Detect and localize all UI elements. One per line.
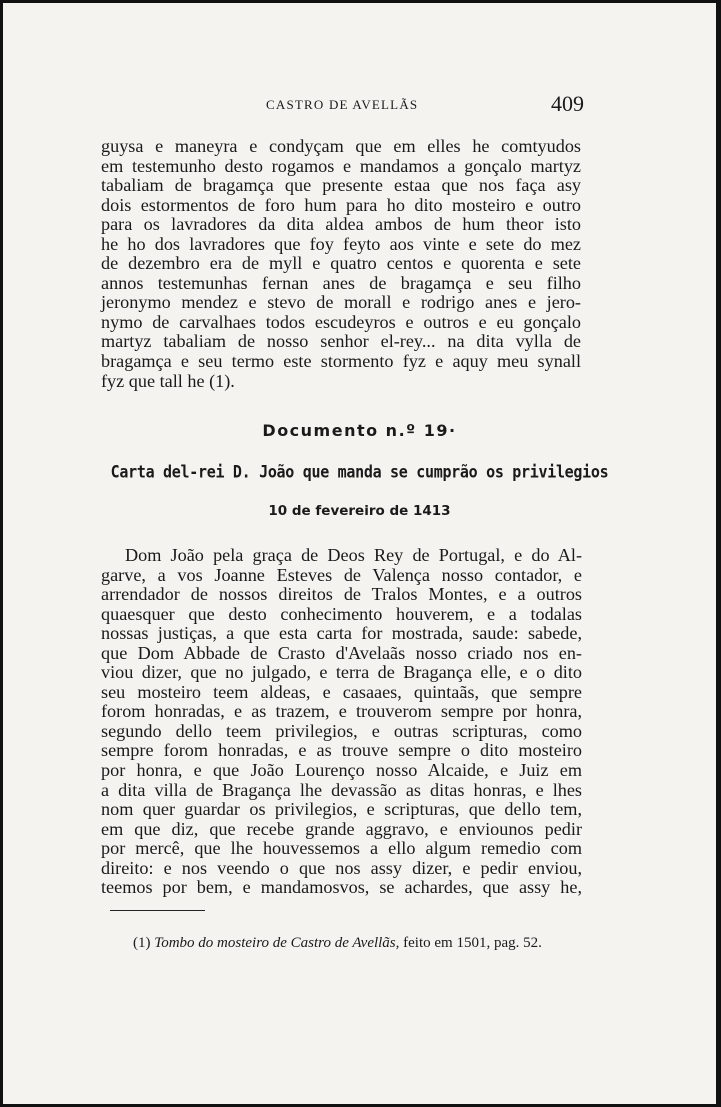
- text-line: viou dizer, que no julgado, e terra de Bragança elle, e o dito: [101, 662, 582, 683]
- text-line: he ho dos lavradores que foy feyto aos vinte e sete do mez: [101, 233, 581, 254]
- text-line: sempre forom honradas, e as trouve sempre o dito mosteiro: [101, 740, 582, 761]
- text-line: guysa e maneyra e condyçam que em elles he comtyudos: [101, 136, 581, 156]
- text-line: que Dom Abbade de Crasto d'Avelaãs nosso criado nos en-: [101, 642, 582, 663]
- text-line: nymo de carvalhaes todos escudeyros e outros e eu gonçalo: [101, 311, 581, 332]
- footnote-rest: feito em 1501, pag. 52.: [399, 935, 542, 951]
- text-line: teemos por bem, e mandamosvos, se achardes, que assy he,: [101, 877, 582, 898]
- footnote: [133, 935, 542, 952]
- text-line: garve, a vos Joanne Esteves de Valença nosso contador, e: [101, 564, 582, 585]
- text-line: annos testemunhas fernan anes de bragamça e seu filho: [101, 272, 581, 293]
- text-line: forom honradas, e as trazem, e trouverom sempre por honra,: [101, 701, 582, 722]
- document-title: Carta del-rei D. João que manda se cumprão os privilegios: [110, 461, 609, 483]
- text-line: Dom João pela graça de Deos Rey de Portugal, e do Al-: [125, 545, 582, 565]
- text-line: a dita villa de Bragança lhe devassão as ditas honras, e lhes: [101, 779, 582, 800]
- continued-document-text: [101, 137, 581, 391]
- text-line: por honra, e que João Lourenço nosso Alcaide, e Juiz em: [101, 760, 582, 781]
- text-line: direito: e nos veendo o que nos assy dizer, e pedir enviou,: [101, 857, 582, 878]
- text-line: seu mosteiro teem aldeas, e casaaes, quintaãs, que sempre: [101, 681, 582, 702]
- text-line: tabaliam de bragamça que presente estaa que nos faça asy: [101, 175, 581, 196]
- page-number: 409: [551, 91, 584, 116]
- text-line: por mercê, que lhe houvessemos a ello algum remedio com: [101, 838, 582, 859]
- text-line: fyz que tall he (1).: [101, 370, 235, 391]
- text-line: em testemunho desto rogamos e mandamos a gonçalo martyz: [101, 155, 581, 176]
- text-line: jeronymo mendez e stevo de morall e rodrigo anes e jero-: [101, 292, 581, 313]
- text-line: nom quer guardar os privilegios, e scripturas, que dello tem,: [101, 799, 582, 820]
- text-line: em que diz, que recebe grande aggravo, e enviounos pedir: [101, 818, 582, 839]
- footnote-source-title: Tombo do mosteiro de Castro de Avellãs,: [154, 935, 400, 951]
- book-page: [3, 3, 716, 1104]
- text-line: de dezembro era de myll e quatro centos e quorenta e sete: [101, 253, 581, 274]
- text-line: segundo dello teem privilegios, e outras scripturas, como: [101, 720, 582, 741]
- running-head: CASTRO DE AVELLÃS: [266, 97, 419, 112]
- document-number-heading: Documento n.º 19·: [262, 421, 457, 440]
- text-line: arrendador de nossos direitos de Tralos Montes, e a outros: [101, 584, 582, 605]
- document-body: [101, 546, 582, 898]
- document-date: 10 de fevereiro de 1413: [268, 503, 451, 519]
- footnote-rule: [110, 910, 205, 911]
- text-line: nossas justiças, a que esta carta for mostrada, saude: sabede,: [101, 623, 582, 644]
- text-line: dois estormentos de foro hum para ho dito mosteiro e outro: [101, 194, 581, 215]
- text-line: para os lavradores da dita aldea ambos de hum theor isto: [101, 214, 581, 235]
- text-line: bragamça e seu termo este stormento fyz e aquy meu synall: [101, 351, 581, 372]
- page-header: [3, 91, 716, 119]
- text-line: martyz tabaliam de nosso senhor el-rey... na dita vylla de: [101, 331, 581, 352]
- footnote-marker: (1): [133, 935, 151, 951]
- text-line: quaesquer que desto conhecimento houverem, e a todalas: [101, 603, 582, 624]
